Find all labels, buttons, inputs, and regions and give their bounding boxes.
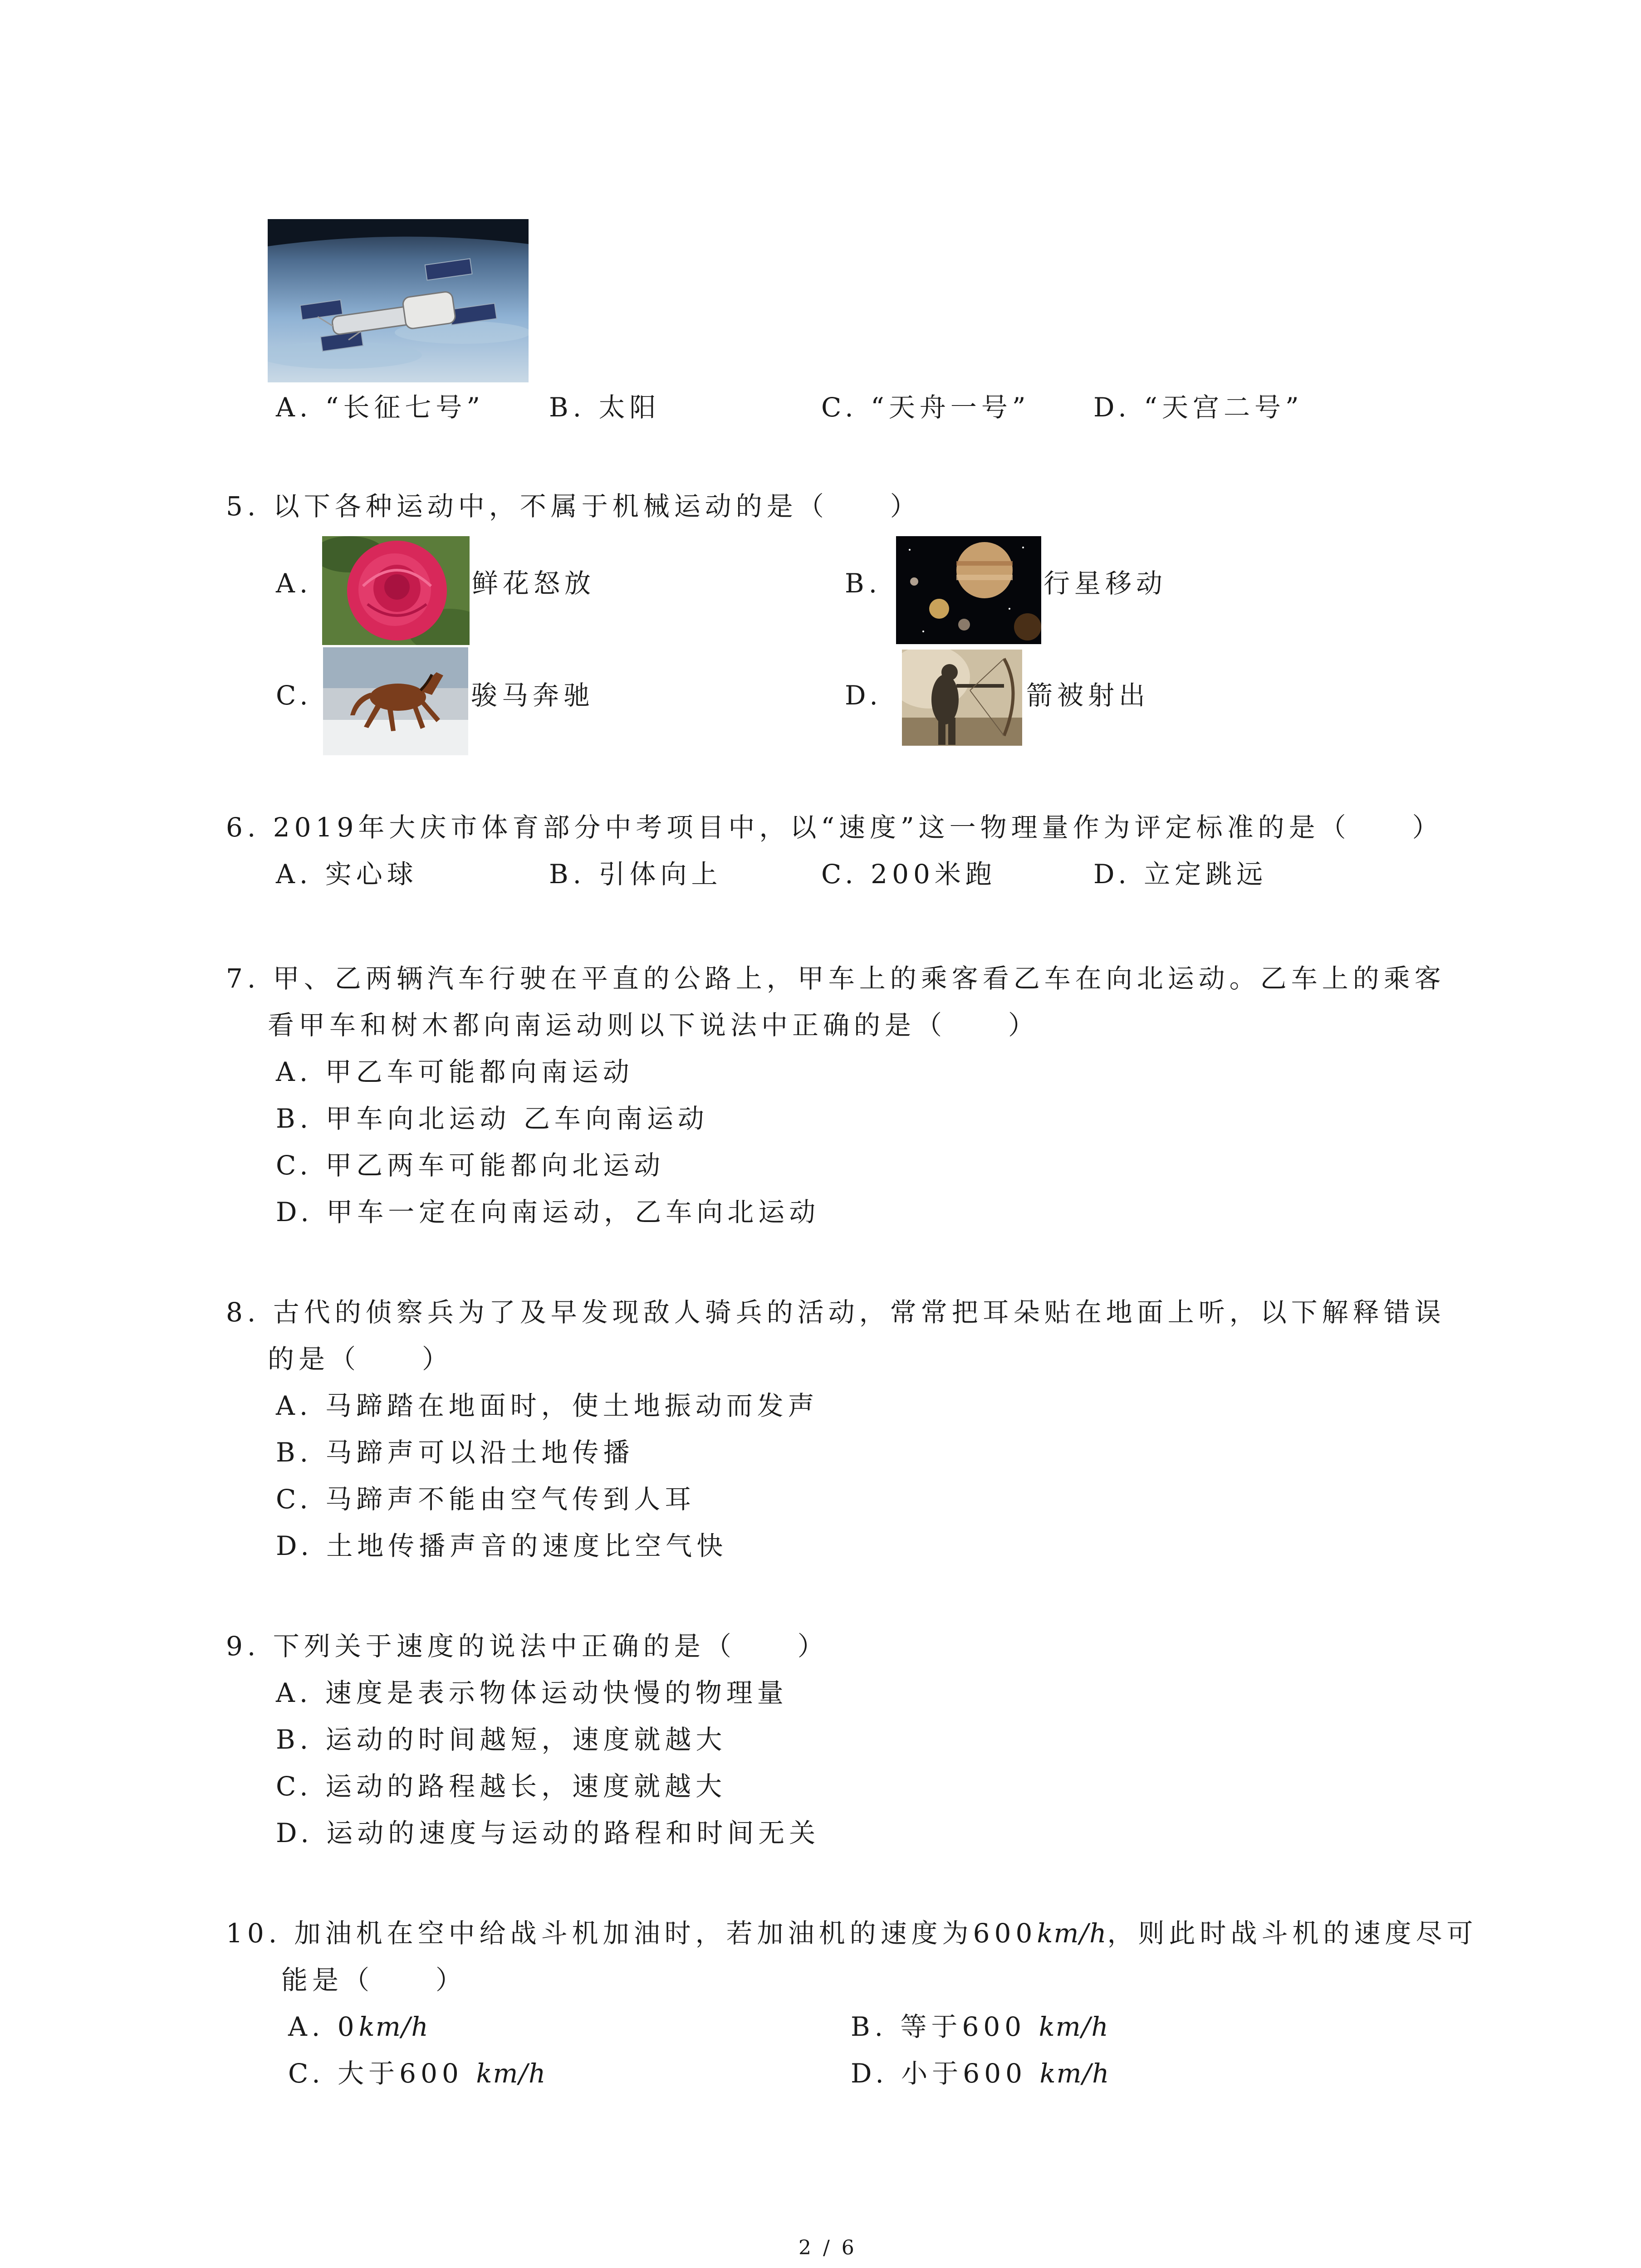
q5-option-a-text: 鲜花怒放 <box>472 568 596 599</box>
q7-option-d: D. 甲车一定在向南运动，乙车向北运动 <box>276 1197 820 1227</box>
q5-stem: 5. 以下各种运动中，不属于机械运动的是（ ） <box>226 491 921 522</box>
q6-option-b: B. 引体向上 <box>549 859 722 890</box>
q8-option-d: D. 土地传播声音的速度比空气快 <box>276 1530 728 1561</box>
q10-option-c-unit: km/h <box>476 2058 547 2089</box>
page-number: 2 / 6 <box>798 2236 857 2259</box>
q4-option-b: B. 太阳 <box>549 392 661 423</box>
q6-option-c: C. 200米跑 <box>821 859 996 890</box>
q10-stem-line1 <box>226 1917 1477 1950</box>
q5-option-b-text: 行星移动 <box>1043 568 1167 599</box>
q10-option-a-text: A. 0 <box>288 2011 359 2042</box>
q10-option-a <box>288 2010 429 2043</box>
q9-option-c: C. 运动的路程越长，速度就越大 <box>276 1771 727 1802</box>
q6-option-a: A. 实心球 <box>276 859 418 890</box>
q10-option-b-unit: km/h <box>1038 2011 1109 2042</box>
q10-stem-text-end: ，则此时战斗机的速度尽可 <box>1107 1918 1478 1949</box>
q6-option-d: D. 立定跳远 <box>1093 859 1268 890</box>
planets-photo <box>896 536 1041 644</box>
q7-stem-line2: 看甲车和树木都向南运动则以下说法中正确的是（ ） <box>268 1010 1039 1041</box>
q9-option-a: A. 速度是表示物体运动快慢的物理量 <box>276 1677 788 1708</box>
q9-stem: 9. 下列关于速度的说法中正确的是（ ） <box>226 1631 828 1662</box>
q10-option-b-text: B. 等于600 <box>851 2011 1039 2042</box>
q8-option-b: B. 马蹄声可以沿土地传播 <box>276 1437 634 1468</box>
q10-stem-unit: km/h <box>1037 1918 1107 1949</box>
q4-option-c: C. “天舟一号” <box>821 392 1030 423</box>
q10-option-c-text: C. 大于600 <box>288 2058 476 2089</box>
q10-option-b <box>851 2010 1109 2043</box>
q10-option-a-unit: km/h <box>358 2011 429 2042</box>
q6-stem: 6. 2019年大庆市体育部分中考项目中，以“速度”这一物理量作为评定标准的是（ ） <box>226 812 1443 843</box>
rose-photo <box>322 536 470 645</box>
q8-stem-line2: 的是（ ） <box>268 1344 453 1374</box>
q10-option-c <box>288 2057 546 2090</box>
q5-option-d-letter: D. <box>845 680 882 711</box>
q9-option-b: B. 运动的时间越短，速度就越大 <box>276 1724 727 1755</box>
q8-stem-line1: 8. 古代的侦察兵为了及早发现敌人骑兵的活动，常常把耳朵贴在地面上听，以下解释错误 <box>226 1297 1445 1328</box>
q10-stem-text: 10. 加油机在空中给战斗机加油时，若加油机的速度为600 <box>226 1918 1037 1949</box>
q8-option-c: C. 马蹄声不能由空气传到人耳 <box>276 1484 696 1515</box>
q8-option-a: A. 马蹄踏在地面时，使土地振动而发声 <box>276 1390 819 1421</box>
q7-option-a: A. 甲乙车可能都向南运动 <box>276 1056 634 1087</box>
q5-option-c-letter: C. <box>276 680 313 711</box>
archer-photo <box>902 650 1022 746</box>
q10-option-d <box>851 2057 1110 2090</box>
q10-option-d-text: D. 小于600 <box>851 2058 1040 2089</box>
q4-option-a: A. “长征七号” <box>276 392 485 423</box>
q7-option-b: B. 甲车向北运动 乙车向南运动 <box>276 1103 709 1134</box>
q5-option-b-letter: B. <box>845 568 882 599</box>
q5-option-d-text: 箭被射出 <box>1026 680 1150 711</box>
space-station-photo <box>268 219 529 382</box>
q10-option-d-unit: km/h <box>1039 2058 1110 2089</box>
q9-option-d: D. 运动的速度与运动的路程和时间无关 <box>276 1818 820 1848</box>
q4-option-d: D. “天宫二号” <box>1093 392 1303 423</box>
q5-option-a-letter: A. <box>276 568 313 599</box>
q7-option-c: C. 甲乙两车可能都向北运动 <box>276 1150 665 1181</box>
horse-photo <box>323 647 468 755</box>
q5-option-c-text: 骏马奔驰 <box>471 680 595 711</box>
q7-stem-line1: 7. 甲、乙两辆汽车行驶在平直的公路上，甲车上的乘客看乙车在向北运动。乙车上的乘客 <box>226 963 1445 994</box>
q10-stem-line2: 能是（ ） <box>281 1965 467 1995</box>
